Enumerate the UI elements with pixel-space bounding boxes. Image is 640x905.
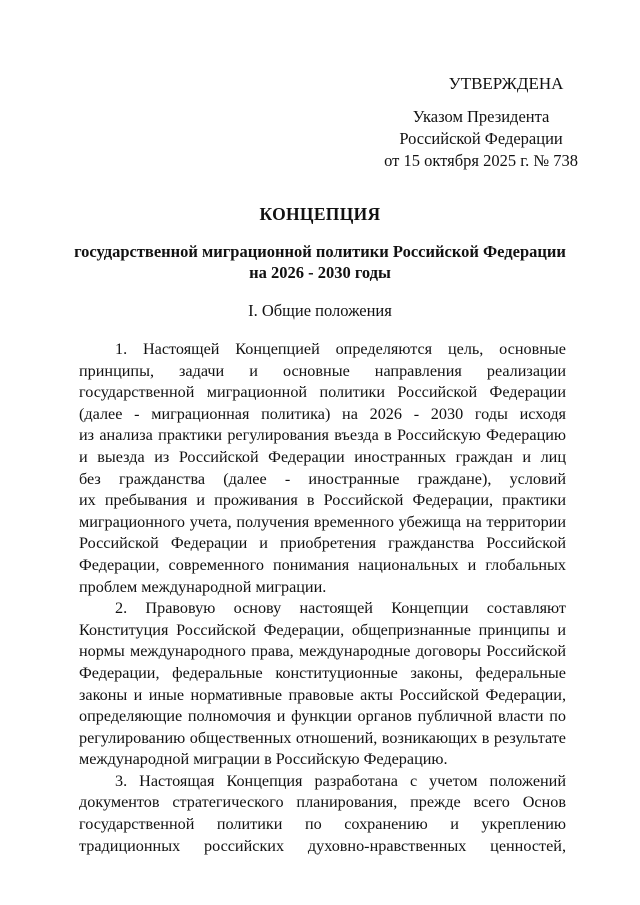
- paragraph-line: без гражданства (далее - иностранные граждане), условий: [79, 469, 566, 488]
- paragraph-line: и выезда из Российской Федерации иностранных граждан и лиц: [79, 447, 566, 466]
- paragraph-line: принципы, задачи и основные направления реализации: [79, 361, 566, 380]
- paragraph-line: из анализа практики регулирования въезда в Российскую Федерацию: [79, 426, 566, 445]
- approval-stamp: УТВЕРЖДЕНА: [448, 74, 564, 93]
- approval-line: Российской Федерации: [399, 129, 563, 148]
- paragraph-line: 3. Настоящая Концепция разработана с учетом положений: [115, 771, 566, 790]
- paragraph-line: Конституция Российской Федерации, общепризнанные принципы и: [79, 620, 566, 639]
- paragraph-line: Федерации, федеральные конституционные законы, федеральные: [79, 663, 566, 682]
- paragraph-line: государственной миграционной политики Российской Федерации: [79, 383, 566, 402]
- paragraph-line: их пребывания и проживания в Российской Федерации, практики: [79, 491, 566, 510]
- subtitle-line: на 2026 - 2030 годы: [249, 263, 391, 282]
- paragraph-line: международной миграции в Российскую Федерацию.: [79, 750, 448, 769]
- paragraph-line: регулированию общественных отношений, возникающих в результате: [79, 728, 566, 747]
- paragraph-line: (далее - миграционная политика) на 2026 - 2030 годы исходя: [79, 404, 566, 423]
- paragraph-line: нормы международного права, международные договоры Российской: [79, 642, 566, 661]
- paragraph-line: 2. Правовую основу настоящей Концепции составляют: [115, 599, 566, 618]
- document-subtitle: [0, 241, 640, 283]
- approval-line: Указом Президента: [412, 107, 550, 126]
- document-title: КОНЦЕПЦИЯ: [259, 204, 381, 224]
- paragraph-line: миграционного учета, получения временного убежища на территории: [79, 512, 566, 531]
- title-block: [0, 204, 640, 283]
- paragraph-line: документов стратегического планирования, прежде всего Основ: [79, 793, 566, 812]
- approval-block: [384, 74, 578, 172]
- paragraph-line: 1. Настоящей Концепцией определяются цель, основные: [115, 340, 566, 358]
- paragraph-line: законы и иные нормативные правовые акты Российской Федерации,: [79, 685, 566, 704]
- paragraph-line: определяющие полномочия и функции органов публичной власти по: [79, 707, 566, 726]
- paragraph-line: Федерации, современного понимания национальных и глобальных: [79, 555, 566, 574]
- section-heading: I. Общие положения: [248, 301, 392, 320]
- document-body: [79, 339, 566, 857]
- paragraph-line: государственной политики по сохранению и укреплению: [79, 815, 566, 834]
- paragraph-line: проблем международной миграции.: [79, 577, 327, 596]
- paragraph-line: традиционных российских духовно-нравственных ценностей,: [79, 836, 566, 855]
- paragraph-line: Российской Федерации и приобретения гражданства Российской: [79, 534, 566, 553]
- approval-line: от 15 октября 2025 г. № 738: [384, 151, 578, 170]
- subtitle-line: государственной миграционной политики Российской Федерации: [74, 242, 566, 261]
